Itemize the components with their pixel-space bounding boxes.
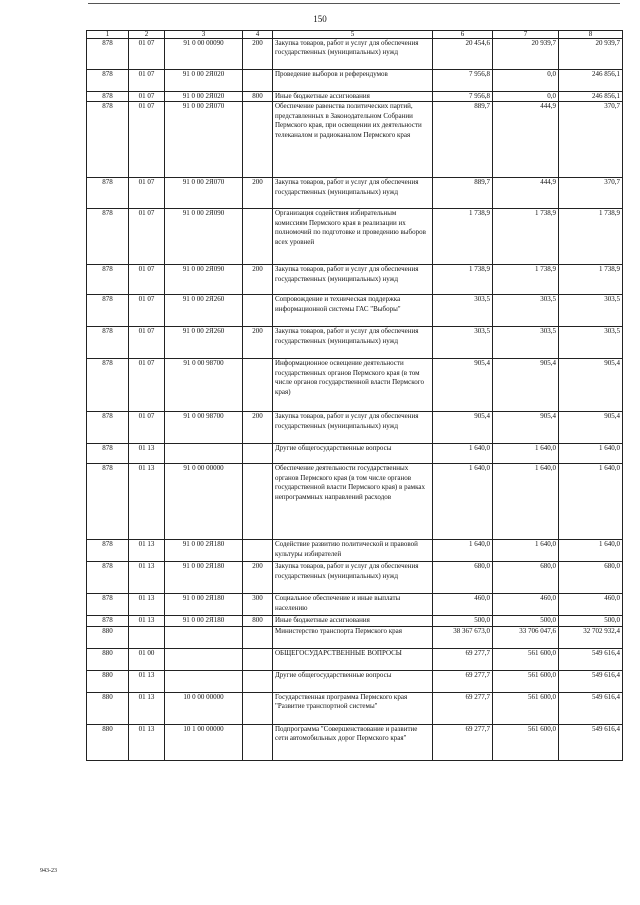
- header-cell: 6: [433, 31, 493, 39]
- description-cell: Организация содействия избирательным комиссиям Пермского края в реализации их полномочий по подготовке и проведению выборов всех уровней: [273, 209, 433, 265]
- amount-2024-cell: 33 706 047,6: [493, 626, 559, 648]
- amount-2025-cell: 549 616,4: [559, 692, 623, 724]
- admin-code-cell: 878: [87, 562, 129, 594]
- amount-2025-cell: 549 616,4: [559, 648, 623, 670]
- amount-2023-cell: 889,7: [433, 102, 493, 178]
- admin-code-cell: 878: [87, 265, 129, 295]
- amount-2023-cell: 1 738,9: [433, 209, 493, 265]
- section-code-cell: 01 13: [129, 724, 165, 760]
- section-code-cell: 01 13: [129, 444, 165, 464]
- expense-type-cell: [243, 692, 273, 724]
- amount-2025-cell: 303,5: [559, 295, 623, 327]
- amount-2023-cell: 889,7: [433, 178, 493, 209]
- header-cell: 7: [493, 31, 559, 39]
- amount-2025-cell: 500,0: [559, 616, 623, 626]
- target-article-cell: 10 0 00 00000: [165, 692, 243, 724]
- expense-type-cell: [243, 724, 273, 760]
- header-row: [87, 31, 623, 39]
- amount-2023-cell: 1 640,0: [433, 464, 493, 540]
- amount-2024-cell: 905,4: [493, 359, 559, 412]
- amount-2025-cell: 549 616,4: [559, 724, 623, 760]
- table-row: [87, 540, 623, 562]
- admin-code-cell: 880: [87, 692, 129, 724]
- header-cell: 1: [87, 31, 129, 39]
- table-row: [87, 359, 623, 412]
- table-row: [87, 670, 623, 692]
- amount-2025-cell: 1 640,0: [559, 444, 623, 464]
- admin-code-cell: 880: [87, 626, 129, 648]
- description-cell: Информационное освещение деятельности государственных органов Пермского края (в том числе органов государственной власти Пермского края): [273, 359, 433, 412]
- table-row: [87, 648, 623, 670]
- description-cell: Государственная программа Пермского края "Развитие транспортной системы": [273, 692, 433, 724]
- target-article-cell: 91 0 00 2Я090: [165, 265, 243, 295]
- section-code-cell: 01 07: [129, 92, 165, 102]
- admin-code-cell: 878: [87, 594, 129, 616]
- amount-2024-cell: 1 640,0: [493, 464, 559, 540]
- amount-2025-cell: 32 702 932,4: [559, 626, 623, 648]
- section-code-cell: 01 07: [129, 178, 165, 209]
- expense-type-cell: 200: [243, 327, 273, 359]
- amount-2023-cell: 1 738,9: [433, 265, 493, 295]
- table-row: [87, 562, 623, 594]
- target-article-cell: 91 0 00 2Я260: [165, 327, 243, 359]
- expense-type-cell: 200: [243, 412, 273, 444]
- amount-2024-cell: 500,0: [493, 616, 559, 626]
- target-article-cell: [165, 670, 243, 692]
- expense-type-cell: [243, 102, 273, 178]
- description-cell: Закупка товаров, работ и услуг для обеспечения государственных (муниципальных) нужд: [273, 412, 433, 444]
- amount-2025-cell: 1 640,0: [559, 540, 623, 562]
- expense-type-cell: [243, 540, 273, 562]
- table-row: [87, 692, 623, 724]
- expense-type-cell: [243, 626, 273, 648]
- table-row: [87, 327, 623, 359]
- amount-2025-cell: 460,0: [559, 594, 623, 616]
- amount-2024-cell: 561 600,0: [493, 724, 559, 760]
- amount-2025-cell: 20 939,7: [559, 39, 623, 70]
- table-row: [87, 265, 623, 295]
- description-cell: Закупка товаров, работ и услуг для обеспечения государственных (муниципальных) нужд: [273, 327, 433, 359]
- expense-type-cell: [243, 359, 273, 412]
- section-code-cell: 01 07: [129, 359, 165, 412]
- amount-2024-cell: 303,5: [493, 327, 559, 359]
- section-code-cell: [129, 626, 165, 648]
- target-article-cell: 91 0 00 2Я260: [165, 295, 243, 327]
- amount-2024-cell: 460,0: [493, 594, 559, 616]
- footer-code: 943-23: [40, 868, 57, 874]
- expense-type-cell: 800: [243, 616, 273, 626]
- amount-2024-cell: 1 738,9: [493, 209, 559, 265]
- description-cell: Другие общегосударственные вопросы: [273, 670, 433, 692]
- amount-2023-cell: 69 277,7: [433, 670, 493, 692]
- target-article-cell: 91 0 00 2Я020: [165, 92, 243, 102]
- admin-code-cell: 880: [87, 670, 129, 692]
- amount-2024-cell: 1 640,0: [493, 540, 559, 562]
- amount-2023-cell: 500,0: [433, 616, 493, 626]
- admin-code-cell: 880: [87, 724, 129, 760]
- target-article-cell: 91 0 00 2Я180: [165, 540, 243, 562]
- amount-2025-cell: 303,5: [559, 327, 623, 359]
- amount-2025-cell: 905,4: [559, 359, 623, 412]
- target-article-cell: 91 0 00 98700: [165, 412, 243, 444]
- expense-type-cell: 200: [243, 39, 273, 70]
- section-code-cell: 01 07: [129, 39, 165, 70]
- description-cell: Закупка товаров, работ и услуг для обеспечения государственных (муниципальных) нужд: [273, 178, 433, 209]
- description-cell: Закупка товаров, работ и услуг для обеспечения государственных (муниципальных) нужд: [273, 39, 433, 70]
- table-row: [87, 626, 623, 648]
- section-code-cell: 01 07: [129, 265, 165, 295]
- table-row: [87, 724, 623, 760]
- amount-2023-cell: 1 640,0: [433, 444, 493, 464]
- amount-2025-cell: 1 738,9: [559, 209, 623, 265]
- expense-type-cell: [243, 648, 273, 670]
- amount-2025-cell: 370,7: [559, 178, 623, 209]
- table-body: [87, 39, 623, 761]
- description-cell: Обеспечение деятельности государственных органов Пермского края (в том числе органов государственной власти Пермского края) в рамках непрограммных направлений расходов: [273, 464, 433, 540]
- amount-2023-cell: 20 454,6: [433, 39, 493, 70]
- description-cell: Подпрограмма "Совершенствование и развитие сети автомобильных дорог Пермского края": [273, 724, 433, 760]
- amount-2023-cell: 38 367 673,0: [433, 626, 493, 648]
- admin-code-cell: 878: [87, 295, 129, 327]
- amount-2025-cell: 246 856,1: [559, 70, 623, 92]
- description-cell: Иные бюджетные ассигнования: [273, 92, 433, 102]
- amount-2024-cell: 561 600,0: [493, 648, 559, 670]
- admin-code-cell: 878: [87, 616, 129, 626]
- description-cell: Закупка товаров, работ и услуг для обеспечения государственных (муниципальных) нужд: [273, 562, 433, 594]
- amount-2024-cell: 0,0: [493, 70, 559, 92]
- table-row: [87, 464, 623, 540]
- target-article-cell: [165, 444, 243, 464]
- section-code-cell: 01 13: [129, 540, 165, 562]
- target-article-cell: 91 0 00 2Я070: [165, 102, 243, 178]
- target-article-cell: [165, 648, 243, 670]
- amount-2023-cell: 7 956,8: [433, 92, 493, 102]
- section-code-cell: 01 07: [129, 412, 165, 444]
- amount-2024-cell: 444,9: [493, 178, 559, 209]
- description-cell: Содействие развитию политической и правовой культуры избирателей: [273, 540, 433, 562]
- admin-code-cell: 878: [87, 464, 129, 540]
- amount-2024-cell: 444,9: [493, 102, 559, 178]
- table-row: [87, 102, 623, 178]
- section-code-cell: 01 13: [129, 562, 165, 594]
- target-article-cell: 91 0 00 2Я090: [165, 209, 243, 265]
- amount-2024-cell: 20 939,7: [493, 39, 559, 70]
- expense-type-cell: [243, 464, 273, 540]
- admin-code-cell: 880: [87, 648, 129, 670]
- amount-2023-cell: 69 277,7: [433, 724, 493, 760]
- header-cell: 5: [273, 31, 433, 39]
- admin-code-cell: 878: [87, 102, 129, 178]
- section-code-cell: 01 07: [129, 102, 165, 178]
- section-code-cell: 01 13: [129, 616, 165, 626]
- section-code-cell: 01 07: [129, 327, 165, 359]
- amount-2023-cell: 905,4: [433, 359, 493, 412]
- target-article-cell: 91 0 00 2Я180: [165, 594, 243, 616]
- amount-2023-cell: 69 277,7: [433, 692, 493, 724]
- expense-type-cell: [243, 70, 273, 92]
- table-row: [87, 178, 623, 209]
- table-row: [87, 295, 623, 327]
- description-cell: Социальное обеспечение и иные выплаты населению: [273, 594, 433, 616]
- table-header: [87, 31, 623, 39]
- expense-type-cell: 200: [243, 562, 273, 594]
- admin-code-cell: 878: [87, 412, 129, 444]
- table-row: [87, 209, 623, 265]
- table-row: [87, 444, 623, 464]
- amount-2025-cell: 680,0: [559, 562, 623, 594]
- amount-2024-cell: 1 738,9: [493, 265, 559, 295]
- header-cell: 3: [165, 31, 243, 39]
- expense-type-cell: 800: [243, 92, 273, 102]
- page-number: 150: [313, 14, 327, 24]
- expense-type-cell: 200: [243, 265, 273, 295]
- target-article-cell: [165, 626, 243, 648]
- table-row: [87, 412, 623, 444]
- header-cell: 4: [243, 31, 273, 39]
- amount-2023-cell: 303,5: [433, 295, 493, 327]
- admin-code-cell: 878: [87, 327, 129, 359]
- admin-code-cell: 878: [87, 444, 129, 464]
- table-row: [87, 594, 623, 616]
- target-article-cell: 91 0 00 2Я180: [165, 562, 243, 594]
- description-cell: Иные бюджетные ассигнования: [273, 616, 433, 626]
- amount-2025-cell: 1 640,0: [559, 464, 623, 540]
- amount-2023-cell: 1 640,0: [433, 540, 493, 562]
- expense-type-cell: [243, 670, 273, 692]
- target-article-cell: 91 0 00 2Я180: [165, 616, 243, 626]
- admin-code-cell: 878: [87, 359, 129, 412]
- header-cell: 8: [559, 31, 623, 39]
- admin-code-cell: 878: [87, 178, 129, 209]
- table-row: [87, 616, 623, 626]
- expense-type-cell: [243, 209, 273, 265]
- section-code-cell: 01 07: [129, 70, 165, 92]
- admin-code-cell: 878: [87, 39, 129, 70]
- amount-2023-cell: 303,5: [433, 327, 493, 359]
- amount-2023-cell: 69 277,7: [433, 648, 493, 670]
- target-article-cell: 91 0 00 2Я070: [165, 178, 243, 209]
- amount-2024-cell: 561 600,0: [493, 692, 559, 724]
- amount-2023-cell: 7 956,8: [433, 70, 493, 92]
- top-rule: [88, 3, 620, 4]
- expense-type-cell: 200: [243, 178, 273, 209]
- section-code-cell: 01 07: [129, 209, 165, 265]
- section-code-cell: 01 00: [129, 648, 165, 670]
- table-row: [87, 39, 623, 70]
- amount-2025-cell: 246 856,1: [559, 92, 623, 102]
- target-article-cell: 10 1 00 00000: [165, 724, 243, 760]
- section-code-cell: 01 13: [129, 594, 165, 616]
- description-cell: Сопровождение и техническая поддержка информационной системы ГАС "Выборы": [273, 295, 433, 327]
- admin-code-cell: 878: [87, 209, 129, 265]
- amount-2024-cell: 1 640,0: [493, 444, 559, 464]
- expense-type-cell: [243, 444, 273, 464]
- description-cell: Министерство транспорта Пермского края: [273, 626, 433, 648]
- amount-2025-cell: 370,7: [559, 102, 623, 178]
- amount-2023-cell: 905,4: [433, 412, 493, 444]
- amount-2025-cell: 1 738,9: [559, 265, 623, 295]
- target-article-cell: 91 0 00 00090: [165, 39, 243, 70]
- admin-code-cell: 878: [87, 540, 129, 562]
- description-cell: Обеспечение равенства политических партий, представленных в Законодательном Собрании Пермского края, при освещении их деятельности телеканалом и радиоканалом Пермского края: [273, 102, 433, 178]
- budget-table: [86, 30, 623, 761]
- table-row: [87, 70, 623, 92]
- expense-type-cell: 300: [243, 594, 273, 616]
- target-article-cell: 91 0 00 2Я020: [165, 70, 243, 92]
- amount-2024-cell: 0,0: [493, 92, 559, 102]
- description-cell: Проведение выборов и референдумов: [273, 70, 433, 92]
- amount-2024-cell: 905,4: [493, 412, 559, 444]
- target-article-cell: 91 0 00 98700: [165, 359, 243, 412]
- table-row: [87, 92, 623, 102]
- amount-2024-cell: 680,0: [493, 562, 559, 594]
- target-article-cell: 91 0 00 00000: [165, 464, 243, 540]
- description-cell: ОБЩЕГОСУДАРСТВЕННЫЕ ВОПРОСЫ: [273, 648, 433, 670]
- description-cell: Другие общегосударственные вопросы: [273, 444, 433, 464]
- header-cell: 2: [129, 31, 165, 39]
- section-code-cell: 01 07: [129, 295, 165, 327]
- expense-type-cell: [243, 295, 273, 327]
- section-code-cell: 01 13: [129, 464, 165, 540]
- section-code-cell: 01 13: [129, 670, 165, 692]
- amount-2023-cell: 680,0: [433, 562, 493, 594]
- admin-code-cell: 878: [87, 70, 129, 92]
- admin-code-cell: 878: [87, 92, 129, 102]
- amount-2025-cell: 905,4: [559, 412, 623, 444]
- section-code-cell: 01 13: [129, 692, 165, 724]
- amount-2024-cell: 561 600,0: [493, 670, 559, 692]
- amount-2023-cell: 460,0: [433, 594, 493, 616]
- amount-2024-cell: 303,5: [493, 295, 559, 327]
- amount-2025-cell: 549 616,4: [559, 670, 623, 692]
- description-cell: Закупка товаров, работ и услуг для обеспечения государственных (муниципальных) нужд: [273, 265, 433, 295]
